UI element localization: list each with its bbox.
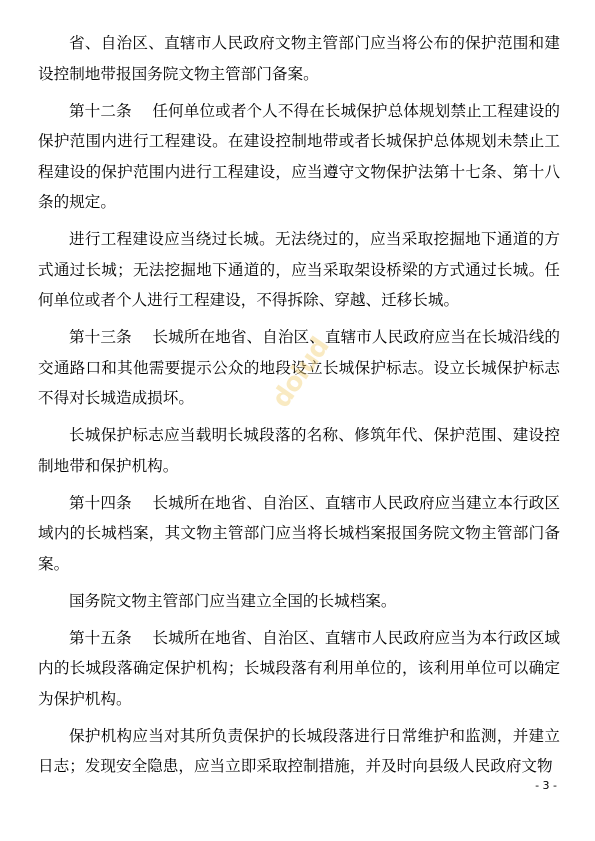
paragraph: 第十二条 任何单位或者个人不得在长城保护总体规划禁止工程建设的保护范围内进行工程建设。在建设控制地带或者长城保护总体规划未禁止工程建设的保护范围内进行工程建设，应当遵守文物保护法第十七条、第十八条的规定。: [38, 101, 560, 211]
paragraph: 第十五条 长城所在地省、自治区、直辖市人民政府应当为本行政区域内的长城段落确定保护机构；长城段落有利用单位的，该利用单位可以确定为保护机构。: [38, 628, 560, 708]
paragraph: 国务院文物主管部门应当建立全国的长城档案。: [69, 591, 397, 610]
document-body: [38, 28, 560, 788]
paragraph: 第十三条 长城所在地省、自治区、直辖市人民政府应当在长城沿线的交通路口和其他需要提示公众的地段设立长城保护标志。设立长城保护标志不得对长城造成损坏。: [38, 328, 560, 407]
paragraph: 保护机构应当对其所负责保护的长城段落进行日常维护和监测，并建立日志；发现安全隐患，应当立即采取控制措施，并及时向县级人民政府文物: [38, 726, 560, 775]
paragraph: 进行工程建设应当绕过长城。无法绕过的，应当采取挖掘地下通道的方式通过长城；无法挖掘地下通道的，应当采取架设桥梁的方式通过长城。任何单位或者个人进行工程建设，不得拆除、穿越、迁移长城。: [38, 230, 560, 309]
paragraph: 第十四条 长城所在地省、自治区、直辖市人民政府应当建立本行政区域内的长城档案，其文物主管部门应当将长城档案报国务院文物主管部门备案。: [38, 493, 560, 573]
page-number: - 3 -: [535, 779, 557, 792]
paragraph: 省、自治区、直辖市人民政府文物主管部门应当将公布的保护范围和建设控制地带报国务院文物主管部门备案。: [38, 34, 560, 83]
paragraph: 长城保护标志应当载明长城段落的名称、修筑年代、保护范围、建设控制地带和保护机构。: [38, 426, 560, 475]
watermark: doiud: [266, 332, 336, 414]
